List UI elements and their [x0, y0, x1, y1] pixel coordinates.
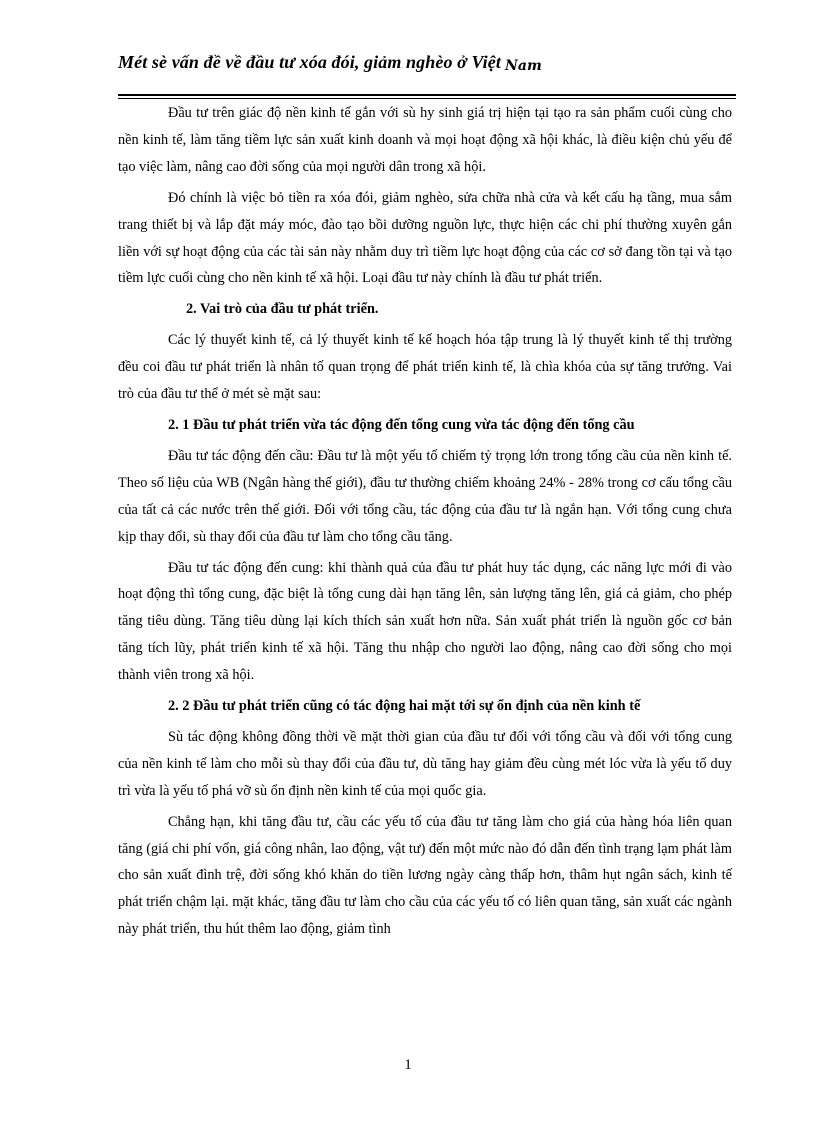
header-rule-thick: [118, 94, 736, 96]
paragraph-4: Đầu tư tác động đến cầu: Đầu tư là một yếu tố chiếm tỷ trọng lớn trong tổng cầu của nền kinh tế. Theo số liệu của WB (Ngân hàng thế giới), đầu tư thường chiếm khoảng 24% - 28% trong cơ cấu tổng cầu của tất cả các nước trên thế giới. Đối với tổng cầu, tác động của đầu tư là ngắn hạn. Với tổng cung chưa kịp thay đổi, sù thay đổi của đầu tư làm cho tổng cầu tăng.: [118, 447, 732, 545]
header-rule-thin: [118, 98, 736, 99]
paragraph-2: Đó chính là việc bỏ tiền ra xóa đói, giảm nghèo, sửa chữa nhà cửa và kết cấu hạ tầng, mua sắm trang thiết bị và lắp đặt máy móc, đào tạo bồi dưỡng nguồn lực, thực hiện các chi phí thường xuyên gắn liền với sự hoạt động của các tài sản này nhằm duy trì tiềm lực hoạt động của các cơ sở đang tồn tại và tạo tiềm lực cuối cùng cho nền kinh tế xã hội. Loại đầu tư này chính là đầu tư phát triển.: [118, 189, 732, 287]
paragraph-1: Đầu tư trên giác độ nền kinh tế gắn với sù hy sinh giá trị hiện tại tạo ra sản phẩm cuối cùng cho nền kinh tế, làm tăng tiềm lực sản xuất kinh doanh và mọi hoạt động xã hội khác, là điều kiện chủ yếu để tạo việc làm, nâng cao đời sống của mọi người dân trong xã hội.: [118, 105, 732, 175]
subsection-heading-2-2: 2. 2 Đầu tư phát triển cũng có tác động hai mặt tới sự ổn định của nền kinh tế: [168, 698, 641, 715]
page-header: [118, 52, 738, 82]
document-body: [118, 100, 732, 947]
section-heading-2: 2. Vai trò của đầu tư phát triển.: [186, 301, 379, 318]
paragraph-7: Chẳng hạn, khi tăng đầu tư, cầu các yếu tố của đầu tư tăng làm cho giá của hàng hóa liên quan tăng (giá chi phí vốn, giá công nhân, lao động, vật tư) đến một mức nào đó dẫn đến tình trạng lạm phát làm cho sản xuất đình trệ, đời sống khó khăn do tiền lương ngày càng thấp hơn, thâm hụt ngân sách, kinh tế phát triển chậm lại. mặt khác, tăng đầu tư làm cho cầu của các yếu tố có liên quan tăng, sản xuất các ngành này phát triển, thu hút thêm lao động, giảm tình: [118, 813, 732, 938]
header-title-tail: Nam: [504, 58, 542, 74]
paragraph-6: Sù tác động không đồng thời về mặt thời gian của đầu tư đối với tổng cầu và đối với tổng cung của nền kinh tế làm cho mỗi sù thay đổi của đầu tư, dù tăng hay giảm đều cùng mét lóc vừa là yếu tố duy trì vừa là yếu tố phá vỡ sù ổn định nền kinh tế của mọi quốc gia.: [118, 728, 732, 799]
page-number: 1: [404, 1057, 412, 1073]
subsection-heading-2-1: 2. 1 Đầu tư phát triển vừa tác động đến tổng cung vừa tác động đến tổng cầu: [168, 416, 635, 433]
header-title: Mét sè vấn đề về đầu tư xóa đói, giảm nghèo ở Việt: [118, 52, 501, 72]
paragraph-3: Các lý thuyết kinh tế, cả lý thuyết kinh tế kế hoạch hóa tập trung là lý thuyết kinh tế thị trường đều coi đầu tư phát triển là nhân tố quan trọng để phát triển kinh tế, là chìa khóa của sự tăng trưởng. Vai trò của đầu tư thể ở mét sè mặt sau:: [118, 332, 732, 403]
paragraph-5: Đầu tư tác động đến cung: khi thành quả của đầu tư phát huy tác dụng, các năng lực mới đi vào hoạt động thì tổng cung, đặc biệt là tổng cung dài hạn tăng lên, sản lượng tăng lên, giá cả giảm, cho phép tăng tiêu dùng. Tăng tiêu dùng lại kích thích sản xuất hơn nữa. Sản xuất phát triển là nguồn gốc cơ bản tăng tích lũy, phát triển kinh tế xã hội. Tăng thu nhập cho người lao động, nâng cao đời sống cho mọi thành viên trong xã hội.: [118, 559, 732, 684]
